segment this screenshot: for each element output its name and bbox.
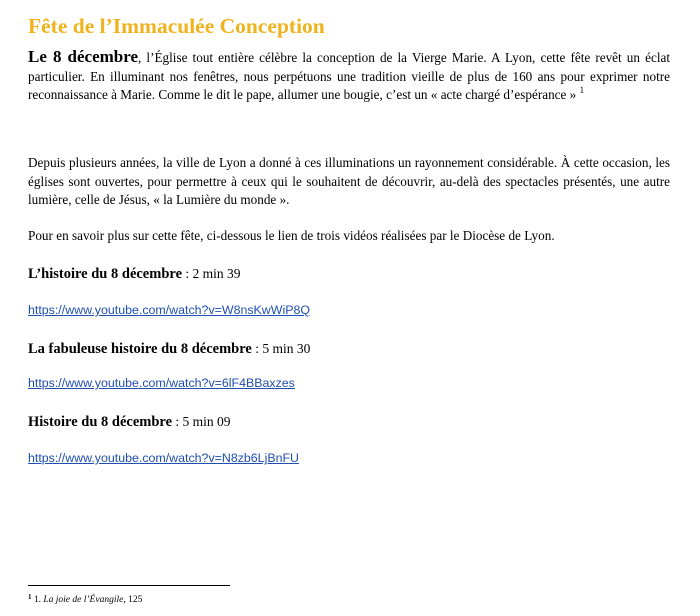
- video-link[interactable]: https://www.youtube.com/watch?v=W8nsKwWiP8Q: [28, 303, 310, 317]
- intro-text: , l’Église tout entière célèbre la conception de la Vierge Marie. A Lyon, cette fête revêt un éclat particulier. En illuminant nos fenêtres, nous perpétuons une tradition vieille de plus de 160 ans pour exprimer notre reconnaissance à Marie. Comme le dit le pape, allumer une bougie, c’est un « acte chargé d’espérance »: [28, 50, 670, 102]
- footnote-suffix: , 125: [123, 595, 143, 605]
- video-title: Histoire du 8 décembre: [28, 414, 173, 430]
- video-heading: [28, 341, 310, 358]
- video-heading: [28, 414, 231, 431]
- video-duration: : 2 min 39: [182, 266, 241, 281]
- video-duration: : 5 min 09: [172, 414, 231, 429]
- footnote-reference[interactable]: 1: [579, 85, 585, 95]
- videos-intro-paragraph: Pour en savoir plus sur cette fête, ci-dessous le lien de trois vidéos réalisées par le Diocèse de Lyon.: [28, 228, 555, 243]
- footnote-marker: 1: [28, 593, 32, 601]
- video-link[interactable]: https://www.youtube.com/watch?v=N8zb6LjBnFU: [28, 451, 300, 465]
- video-duration: : 5 min 30: [251, 341, 311, 356]
- footnote: [28, 595, 142, 605]
- video-title: La fabuleuse histoire du 8 décembre: [28, 341, 252, 357]
- video-heading: [28, 266, 241, 283]
- intro-lead: Le 8 décembre: [28, 47, 139, 66]
- video-title: L’histoire du 8 décembre: [28, 266, 182, 282]
- footnote-separator: [28, 585, 230, 586]
- footnote-source: La joie de l’Évangile: [43, 595, 124, 605]
- video-link[interactable]: https://www.youtube.com/watch?v=6lF4BBaxzes: [28, 376, 295, 390]
- footnote-prefix: 1.: [31, 595, 44, 605]
- intro-paragraph: [28, 48, 670, 105]
- document-title: Fête de l’Immaculée Conception: [28, 14, 325, 38]
- illuminations-paragraph: Depuis plusieurs années, la ville de Lyon a donné à ces illuminations un rayonnement considérable. À cette occasion, les églises sont ouvertes, pour permettre à ceux qui le souhaitent de découvrir, au-delà des spectacles présentés, une autre lumière, celle de Jésus, « la Lumière du monde ».: [28, 155, 670, 207]
